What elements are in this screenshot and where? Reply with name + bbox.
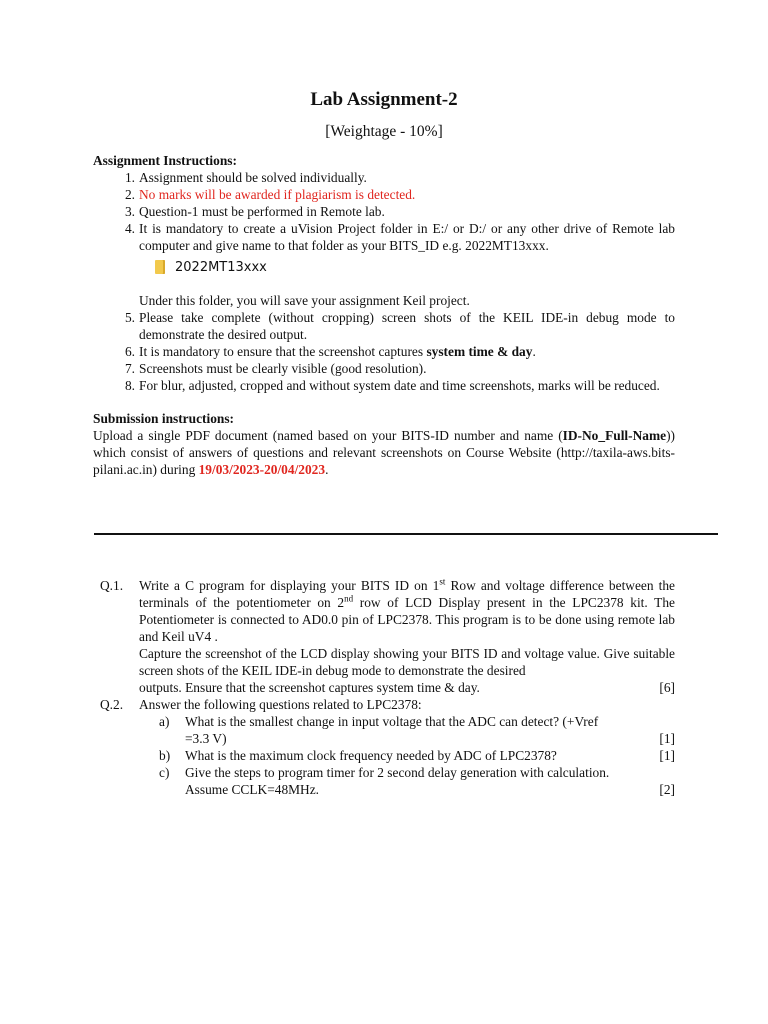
list-item: b) What is the maximum clock frequency needed by ADC of LPC2378? [1] — [159, 748, 675, 763]
list-item: 7. Screenshots must be clearly visible (good resolution). — [124, 361, 427, 376]
folder-icon — [155, 260, 165, 274]
marks: [6] — [659, 680, 675, 695]
section-divider — [94, 533, 718, 535]
instructions-heading: Assignment Instructions: — [93, 153, 237, 168]
page-title: Lab Assignment-2 — [310, 89, 458, 110]
folder-label: 2022MT13xxx — [175, 259, 267, 275]
questions-section — [100, 577, 675, 798]
instruction-list — [93, 169, 675, 394]
folder-example — [155, 256, 675, 278]
folder-note: Under this folder, you will save your assignment Keil project. — [139, 293, 470, 308]
marks: [2] — [659, 782, 675, 797]
submission-instructions — [93, 410, 675, 478]
list-item: 1. Assignment should be solved individually. — [124, 170, 367, 185]
submission-text: Upload a single PDF document (named based on your BITS-ID number and name (ID-No_Full-Name)) which consist of answers of questions and relevant screenshots on Course Website (http://taxila-aws.bits-pilani.ac.in) during 19/03/2023-20/04/2023. — [93, 428, 675, 477]
list-item: 8. For blur, adjusted, cropped and without system date and time screenshots, marks will be reduced. — [124, 378, 660, 393]
weightage-subtitle: [Weightage - 10%] — [325, 123, 443, 140]
list-item: 5. Please take complete (without cropping) screen shots of the KEIL IDE-in debug mode to demonstrate the desired output. — [124, 310, 675, 342]
list-item: 3. Question-1 must be performed in Remote lab. — [124, 204, 385, 219]
list-item: c) Give the steps to program timer for 2 second delay generation with calculation. Assume CCLK=48MHz. [2] — [159, 765, 675, 797]
sub-question-list — [139, 713, 675, 798]
marks: [1] — [659, 731, 675, 746]
question-1: Q.1. Write a C program for displaying your BITS ID on 1st Row and voltage difference between the terminals of the potentiometer on 2nd row of LCD Display present in the LPC2378 kit. The Potentiometer is connected to AD0.0 pin of LPC2378. This program is to be done using remote lab and Keil uV4 . Capture the screenshot of the LCD display showing your BITS ID and voltage value. Give suitable screen shots of the KEIL IDE-in debug mode to demonstrate the desired outputs. Ensure that the screenshot captures system time & day. [6] — [100, 576, 675, 695]
list-item: 6. It is mandatory to ensure that the screenshot captures system time & day. — [124, 344, 536, 359]
marks: [1] — [659, 748, 675, 763]
list-item: a) What is the smallest change in input voltage that the ADC can detect? (+Vref =3.3 V) [1] — [159, 714, 675, 746]
list-item: 4. It is mandatory to create a uVision Project folder in E:/ or D:/ or any other drive of Remote lab computer and give name to that folder as your BITS_ID e.g. 2022MT13xxx. 2022MT13xxx Under this folder, you will save your assignment Keil project. — [124, 221, 675, 308]
question-number: Q.2. — [100, 697, 124, 712]
assignment-instructions — [93, 152, 675, 478]
submission-heading: Submission instructions: — [93, 411, 235, 426]
submission-dates: 19/03/2023-20/04/2023 — [198, 462, 326, 477]
question-number: Q.1. — [100, 578, 124, 593]
question-2: Q.2. Answer the following questions related to LPC2378: a) What is the smallest change in input voltage that the ADC can detect? (+Vref =3.3 V) [1] b) What is the maximum clock frequency needed by ADC of LPC2378? [1] c) Give the steps to program timer for 2 second delay generation with calculation. Assume CCLK=48MHz. [2] — [100, 697, 675, 797]
list-item: 2. No marks will be awarded if plagiarism is detected. — [124, 187, 416, 202]
